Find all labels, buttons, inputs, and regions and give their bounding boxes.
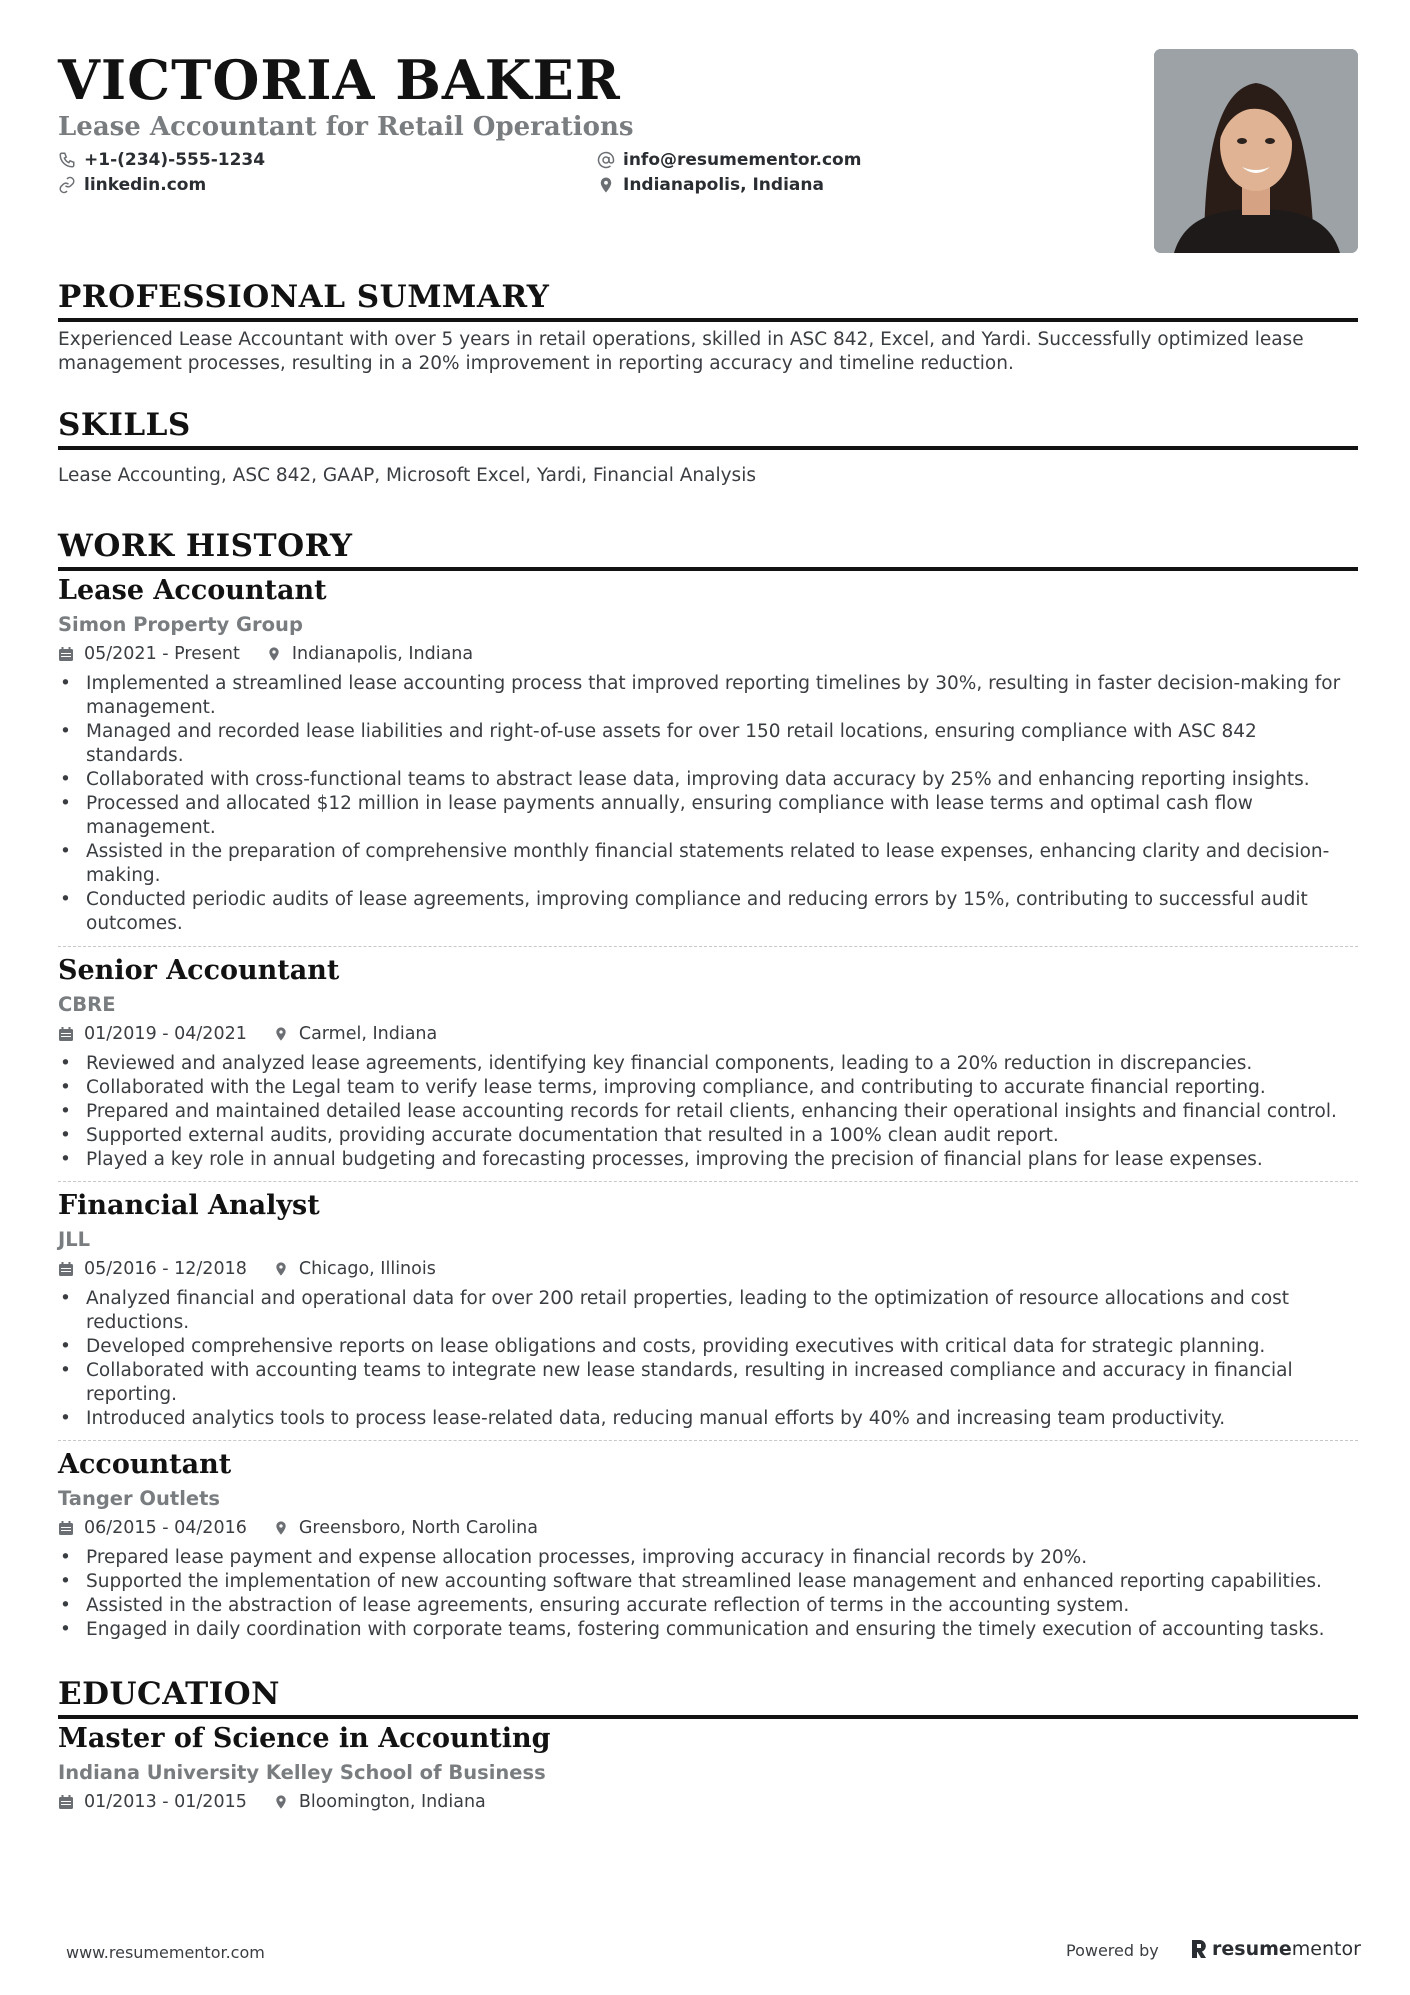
job-title: Financial Analyst bbox=[58, 1190, 320, 1221]
job-divider bbox=[58, 946, 1358, 947]
calendar-icon bbox=[58, 1261, 74, 1277]
calendar-icon bbox=[58, 1794, 74, 1810]
location-pin-icon bbox=[273, 1026, 289, 1042]
list-item: • Developed comprehensive reports on lease obligations and costs, providing executives with critical data for strategic planning. bbox=[58, 1335, 1358, 1359]
list-item: • Prepared lease payment and expense allocation processes, improving accuracy in financial records by 20%. bbox=[58, 1546, 1358, 1570]
section-title-summary: PROFESSIONAL SUMMARY bbox=[58, 278, 1358, 322]
contact-linkedin[interactable] bbox=[58, 173, 206, 197]
job-divider bbox=[58, 1181, 1358, 1182]
profile-photo bbox=[1154, 49, 1358, 253]
job-location bbox=[273, 1516, 538, 1540]
education-location-text: Bloomington, Indiana bbox=[298, 1792, 486, 1812]
job-dates: 05/2021 - Present bbox=[84, 644, 240, 664]
company-name: Tanger Outlets bbox=[58, 1487, 221, 1510]
email-text[interactable]: info@resumementor.com bbox=[623, 150, 862, 170]
contact-location bbox=[597, 173, 824, 197]
contact-email[interactable] bbox=[597, 148, 861, 172]
list-item: • Assisted in the abstraction of lease agreements, ensuring accurate reflection of terms in the accounting system. bbox=[58, 1594, 1358, 1618]
list-item: • Prepared and maintained detailed lease accounting records for retail clients, enhancing their operational insights and financial control. bbox=[58, 1100, 1358, 1124]
job-meta bbox=[58, 1516, 1358, 1540]
job-entry bbox=[58, 574, 1358, 936]
job-title: Accountant bbox=[58, 1449, 232, 1480]
brand-text-bold: resume bbox=[1212, 1938, 1292, 1960]
job-meta bbox=[58, 1022, 1358, 1046]
footer-url[interactable]: www.resumementor.com bbox=[66, 1943, 265, 1962]
list-item: • Implemented a streamlined lease accounting process that improved reporting timelines by 30%, resulting in faster decision-making for management. bbox=[58, 672, 1358, 720]
job-title: Senior Accountant bbox=[58, 955, 340, 986]
work-section bbox=[58, 527, 1358, 571]
company-name: JLL bbox=[58, 1228, 91, 1251]
skills-text: Lease Accounting, ASC 842, GAAP, Microsoft Excel, Yardi, Financial Analysis bbox=[58, 465, 756, 486]
job-location-text: Greensboro, North Carolina bbox=[298, 1518, 538, 1538]
company-name: CBRE bbox=[58, 993, 116, 1016]
at-icon bbox=[597, 151, 615, 169]
job-location bbox=[266, 642, 473, 666]
job-dates: 06/2015 - 04/2016 bbox=[84, 1518, 247, 1538]
summary-text: Experienced Lease Accountant with over 5 years in retail operations, skilled in ASC 842, Excel, and Yardi. Successfully optimized lease management processes, resulting in a 20% improvement in reporting accuracy and timeline reduction. bbox=[58, 329, 1304, 374]
job-location bbox=[273, 1022, 437, 1046]
section-title-education: EDUCATION bbox=[58, 1675, 1358, 1719]
section-title-work: WORK HISTORY bbox=[58, 527, 1358, 571]
skills-section bbox=[58, 406, 1358, 488]
school-name: Indiana University Kelley School of Business bbox=[58, 1761, 546, 1784]
calendar-icon bbox=[58, 1520, 74, 1536]
list-item: • Introduced analytics tools to process lease-related data, reducing manual efforts by 40% and increasing team productivity. bbox=[58, 1407, 1358, 1431]
job-location-text: Indianapolis, Indiana bbox=[291, 644, 474, 664]
list-item: • Processed and allocated $12 million in lease payments annually, ensuring compliance with lease terms and optimal cash flow management. bbox=[58, 792, 1358, 840]
phone-icon bbox=[58, 151, 76, 169]
list-item: • Played a key role in annual budgeting and forecasting processes, improving the precision of financial plans for lease expenses. bbox=[58, 1148, 1358, 1172]
list-item: • Collaborated with accounting teams to integrate new lease standards, resulting in increased compliance and accuracy in financial reporting. bbox=[58, 1359, 1358, 1407]
job-dates: 05/2016 - 12/2018 bbox=[84, 1259, 247, 1279]
calendar-icon bbox=[58, 1026, 74, 1042]
linkedin-text[interactable]: linkedin.com bbox=[84, 175, 207, 195]
location-pin-icon bbox=[273, 1520, 289, 1536]
section-title-skills: SKILLS bbox=[58, 406, 1358, 450]
list-item: • Collaborated with the Legal team to verify lease terms, improving compliance, and contributing to accurate financial reporting. bbox=[58, 1076, 1358, 1100]
list-item: • Supported the implementation of new accounting software that streamlined lease management and enhanced reporting capabilities. bbox=[58, 1570, 1358, 1594]
brand-logo[interactable] bbox=[1188, 1936, 1361, 1962]
job-bullets bbox=[58, 1546, 1358, 1642]
job-dates: 01/2019 - 04/2021 bbox=[84, 1024, 247, 1044]
list-item: • Collaborated with cross-functional teams to abstract lease data, improving data accuracy by 25% and enhancing reporting insights. bbox=[58, 768, 1358, 792]
location-pin-icon bbox=[273, 1261, 289, 1277]
list-item: • Assisted in the preparation of comprehensive monthly financial statements related to lease expenses, enhancing clarity and decision-making. bbox=[58, 840, 1358, 888]
list-item: • Engaged in daily coordination with corporate teams, fostering communication and ensuring the timely execution of accounting tasks. bbox=[58, 1618, 1358, 1642]
job-location-text: Carmel, Indiana bbox=[298, 1024, 438, 1044]
education-location bbox=[273, 1790, 486, 1814]
phone-text: +1-(234)-555-1234 bbox=[84, 150, 266, 170]
job-divider bbox=[58, 1440, 1358, 1441]
job-location-text: Chicago, Illinois bbox=[298, 1259, 436, 1279]
list-item: • Managed and recorded lease liabilities and right-of-use assets for over 150 retail locations, ensuring compliance with ASC 842 standards. bbox=[58, 720, 1358, 768]
degree-title: Master of Science in Accounting bbox=[58, 1723, 551, 1754]
job-bullets bbox=[58, 1052, 1358, 1172]
job-meta bbox=[58, 1257, 1358, 1281]
company-name: Simon Property Group bbox=[58, 613, 303, 636]
job-entry bbox=[58, 954, 1358, 1172]
summary-section bbox=[58, 278, 1358, 376]
contact-phone bbox=[58, 148, 265, 172]
location-pin-icon bbox=[597, 176, 615, 194]
candidate-name: VICTORIA BAKER bbox=[58, 48, 621, 112]
link-icon bbox=[58, 176, 76, 194]
job-entry bbox=[58, 1448, 1358, 1642]
job-title: Lease Accountant bbox=[58, 575, 327, 606]
list-item: • Reviewed and analyzed lease agreements, identifying key financial components, leading to a 20% reduction in discrepancies. bbox=[58, 1052, 1358, 1076]
job-bullets bbox=[58, 1287, 1358, 1431]
job-entry bbox=[58, 1189, 1358, 1431]
education-entry bbox=[58, 1722, 1358, 1814]
job-location bbox=[273, 1257, 436, 1281]
list-item: • Analyzed financial and operational data for over 200 retail properties, leading to the optimization of resource allocations and cost reductions. bbox=[58, 1287, 1358, 1335]
list-item: • Supported external audits, providing accurate documentation that resulted in a 100% clean audit report. bbox=[58, 1124, 1358, 1148]
location-pin-icon bbox=[273, 1794, 289, 1810]
calendar-icon bbox=[58, 646, 74, 662]
brand-text-light: mentor bbox=[1291, 1938, 1361, 1960]
powered-by-label: Powered by bbox=[1066, 1941, 1159, 1960]
education-dates: 01/2013 - 01/2015 bbox=[84, 1792, 247, 1812]
job-meta bbox=[58, 642, 1358, 666]
resumementor-logo-icon bbox=[1188, 1938, 1208, 1960]
list-item: • Conducted periodic audits of lease agreements, improving compliance and reducing errors by 15%, contributing to successful audit outcomes. bbox=[58, 888, 1358, 936]
job-bullets bbox=[58, 672, 1358, 936]
location-pin-icon bbox=[266, 646, 282, 662]
location-text: Indianapolis, Indiana bbox=[623, 175, 824, 195]
education-section bbox=[58, 1675, 1358, 1719]
education-meta bbox=[58, 1790, 1358, 1814]
candidate-headline: Lease Accountant for Retail Operations bbox=[58, 112, 634, 142]
